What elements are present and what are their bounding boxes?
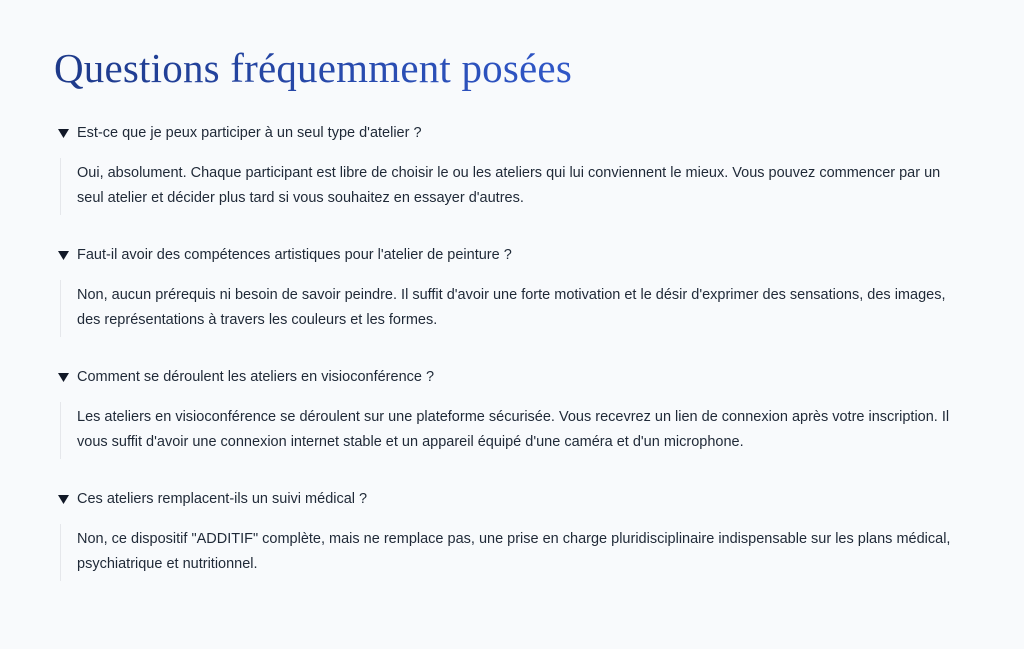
caret-down-icon [56, 492, 70, 506]
faq-item [54, 244, 970, 337]
page-title: Questions fréquemment posées [54, 44, 970, 92]
caret-down-icon [56, 248, 70, 262]
faq-item [54, 122, 970, 215]
faq-list [54, 122, 970, 581]
faq-answer: Les ateliers en visioconférence se déroulent sur une plateforme sécurisée. Vous recevrez un lien de connexion après votre inscription. Il vous suffit d'avoir une connexion internet stable et un appareil équipé d'une caméra et d'un microphone. [60, 402, 970, 459]
faq-question-toggle[interactable] [54, 488, 970, 510]
faq-question-text: Faut-il avoir des compétences artistiques pour l'atelier de peinture ? [77, 247, 512, 263]
faq-answer: Non, aucun prérequis ni besoin de savoir peindre. Il suffit d'avoir une forte motivation et le désir d'exprimer des sensations, des images, des représentations à travers les couleurs et les formes. [60, 280, 970, 337]
caret-down-icon [56, 370, 70, 384]
faq-question-text: Ces ateliers remplacent-ils un suivi médical ? [77, 491, 368, 507]
faq-question-toggle[interactable] [54, 122, 970, 144]
faq-answer: Oui, absolument. Chaque participant est libre de choisir le ou les ateliers qui lui conviennent le mieux. Vous pouvez commencer par un seul atelier et décider plus tard si vous souhaitez en essayer d'autres. [60, 158, 970, 215]
faq-question-toggle[interactable] [54, 366, 970, 388]
faq-item [54, 488, 970, 581]
caret-down-icon [56, 126, 70, 140]
faq-question-text: Est-ce que je peux participer à un seul type d'atelier ? [77, 125, 422, 141]
faq-answer: Non, ce dispositif "ADDITIF" complète, mais ne remplace pas, une prise en charge pluridisciplinaire indispensable sur les plans médical, psychiatrique et nutritionnel. [60, 524, 970, 581]
faq-item [54, 366, 970, 459]
faq-question-text: Comment se déroulent les ateliers en visioconférence ? [77, 369, 435, 385]
faq-question-toggle[interactable] [54, 244, 970, 266]
